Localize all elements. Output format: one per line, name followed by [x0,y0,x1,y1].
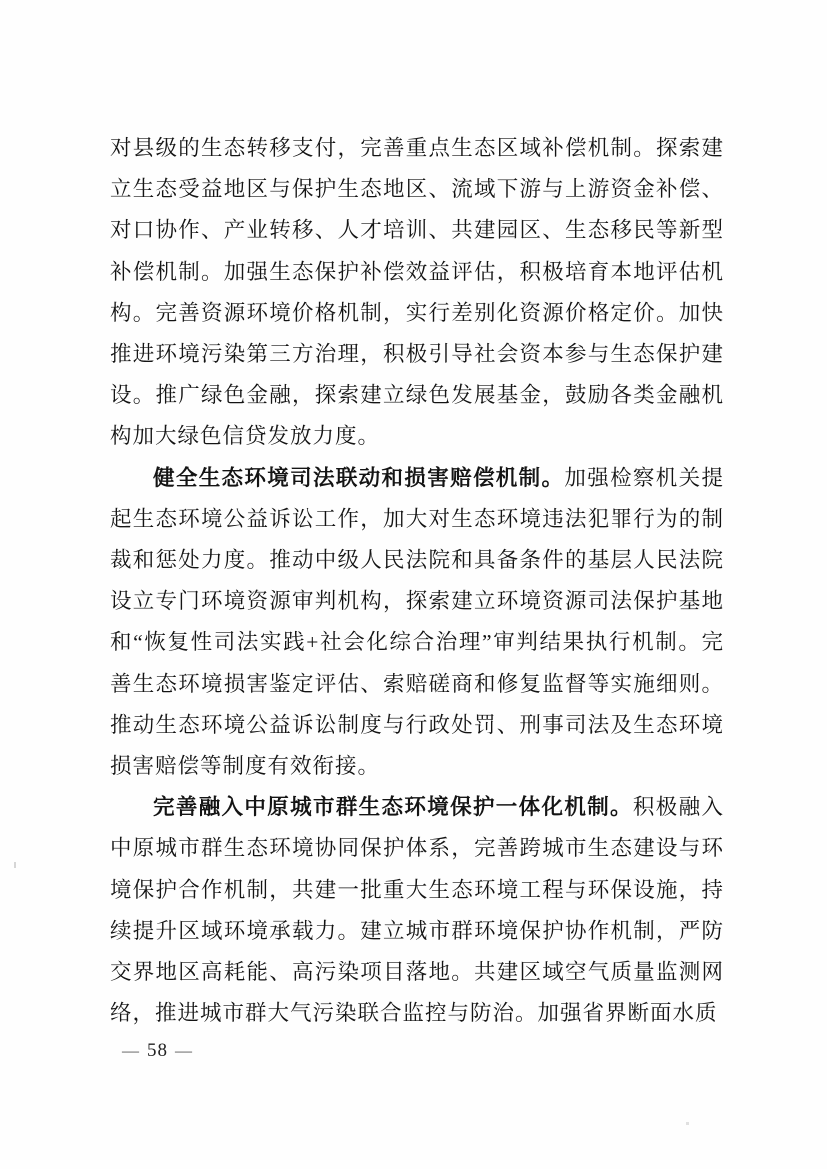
paragraph [110,458,724,788]
paragraph-text: 加强检察机关提起生态环境公益诉讼工作，加大对生态环境违法犯罪行为的制裁和惩处力度。推动中级人民法院和具备条件的基层人民法院设立专门环境资源审判机构，探索建立环境资源司法保护基地和“恢复性司法实践+社会化综合治理”审判结果执行机制。完善生态环境损害鉴定评估、索赔磋商和修复监督等实施细则。推动生态环境公益诉讼制度与行政处罚、刑事司法及生态环境损害赔偿等制度有效衔接。 [110,465,724,779]
paragraph-lead: 完善融入中原城市群生态环境保护一体化机制。 [153,795,633,820]
paragraph-text: 积极融入中原城市群生态环境协同保护体系，完善跨城市生态建设与环境保护合作机制，共建一批重大生态环境工程与环保设施，持续提升区域环境承载力。建立城市群环境保护协作机制，严防交界地区高耗能、高污染项目落地。共建区域空气质量监测网络，推进城市群大气污染联合监控与防治。加强省界断面水质 [110,795,724,1026]
paragraph-text: 对县级的生态转移支付，完善重点生态区域补偿机制。探索建立生态受益地区与保护生态地区、流域下游与上游资金补偿、对口协作、产业转移、人才培训、共建园区、生态移民等新型补偿机制。加强生态保护补偿效益评估，积极培育本地评估机构。完善资源环境价格机制，实行差别化资源价格定价。加快推进环境污染第三方治理，积极引导社会资本参与生态保护建设。推广绿色金融，探索建立绿色发展基金，鼓励各类金融机构加大绿色信贷发放力度。 [110,136,724,449]
paragraph-lead: 健全生态环境司法联动和损害赔偿机制。 [153,465,565,490]
scan-artifact [686,1122,689,1125]
footer-dash-left: — [122,1041,140,1060]
paragraph [110,128,724,458]
document-body [110,128,724,1034]
scan-artifact [14,862,16,868]
page-number: 58 [147,1040,168,1061]
page-footer [122,1040,193,1062]
footer-dash-right: — [175,1041,193,1060]
paragraph [110,787,724,1034]
